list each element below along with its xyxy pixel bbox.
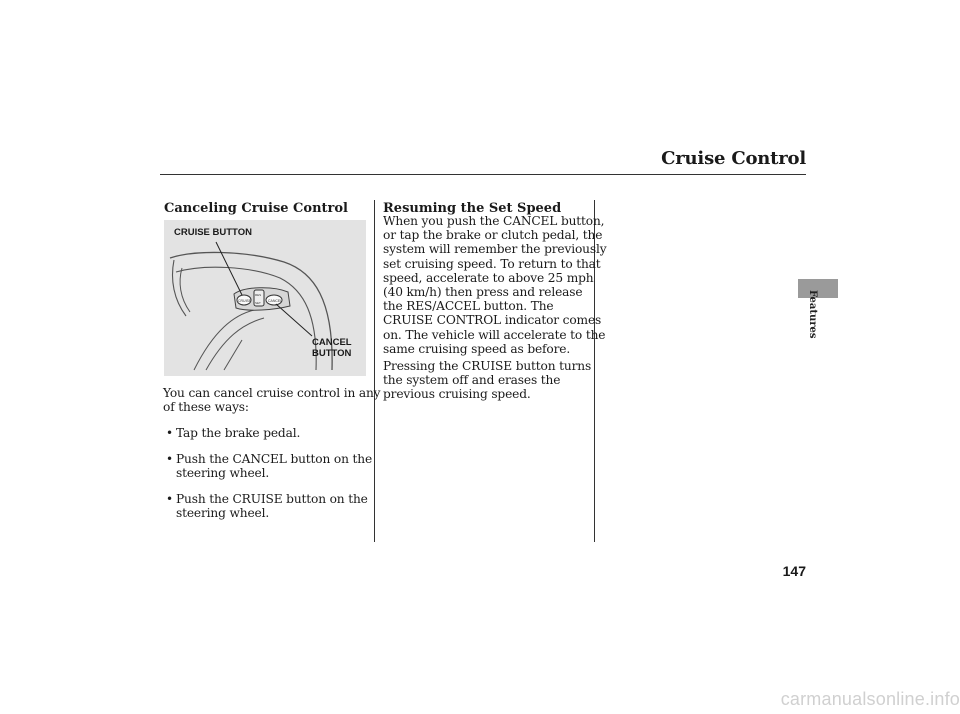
section-label-text: Features (807, 290, 818, 339)
bullet-text-continued: steering wheel. (176, 466, 270, 480)
bullet-text-continued: steering wheel. (176, 506, 270, 520)
svg-text:CRUISE: CRUISE (238, 299, 252, 303)
bullet-text: Tap the brake pedal. (176, 426, 301, 440)
cancel-button-label-line2: BUTTON (312, 348, 352, 359)
paragraph-line: the system off and erases the (383, 373, 561, 388)
cancel-button-label-line1: CANCEL (312, 337, 352, 348)
cruise-button-label: CRUISE BUTTON (174, 227, 252, 238)
resume-paragraph (383, 214, 606, 356)
right-section-heading: Resuming the Set Speed (383, 201, 562, 216)
svg-text:RES: RES (255, 293, 262, 297)
paragraph-line: Pressing the CRUISE button turns (383, 359, 592, 373)
steering-wheel-illustration (164, 220, 366, 376)
intro-line-1: You can cancel cruise control in any (163, 386, 381, 400)
svg-text:SET: SET (255, 301, 261, 305)
paragraph-line: CRUISE CONTROL indicator comes (383, 313, 602, 328)
paragraph-line: same cruising speed as before. (383, 341, 571, 356)
header-rule (160, 174, 806, 175)
bullet-text: Push the CANCEL button on the (176, 452, 373, 466)
bullet-dot: • (166, 492, 173, 506)
paragraph-line: set cruising speed. To return to that (383, 256, 601, 271)
bullet-dot: • (166, 452, 173, 466)
cruise-off-paragraph (383, 359, 591, 402)
paragraph-line: When you push the CANCEL button, (383, 214, 605, 228)
svg-text:CANCEL: CANCEL (268, 299, 283, 303)
paragraph-line: system will remember the previously (383, 242, 607, 257)
bullet-dot: • (166, 426, 173, 440)
intro-line-2: of these ways: (163, 400, 249, 414)
section-label (790, 290, 846, 370)
paragraph-line: previous cruising speed. (383, 387, 531, 402)
paragraph-line: (40 km/h) then press and release (383, 285, 583, 300)
paragraph-line: speed, accelerate to above 25 mph (383, 270, 594, 285)
paragraph-line: or tap the brake or clutch pedal, the (383, 228, 603, 243)
bullet-text: Push the CRUISE button on the (176, 492, 368, 506)
paragraph-line: on. The vehicle will accelerate to the (383, 327, 606, 342)
page-number: 147 (782, 563, 806, 579)
column-divider-1 (374, 200, 375, 542)
page-title: Cruise Control (661, 148, 806, 169)
watermark: carmanualsonline.info (780, 689, 960, 709)
paragraph-line: the RES/ACCEL button. The (383, 299, 554, 314)
left-section-heading: Canceling Cruise Control (164, 201, 348, 216)
